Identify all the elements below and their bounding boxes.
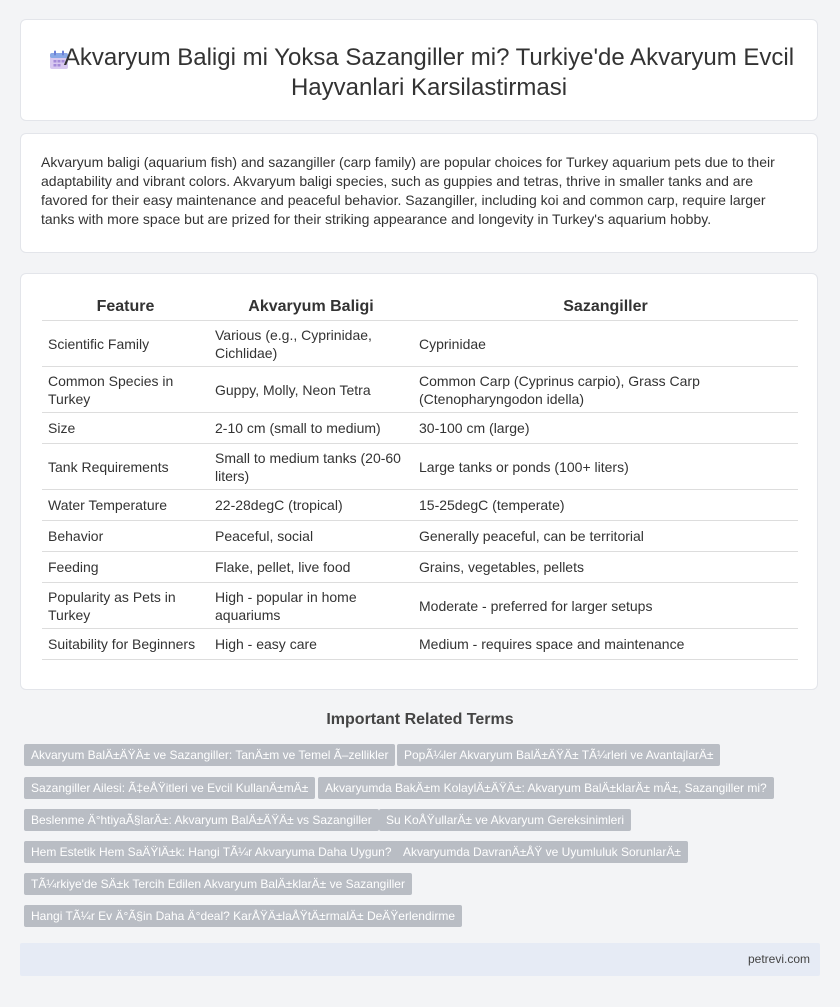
table-cell: Common Carp (Cyprinus carpio), Grass Carp (Ctenopharyngodon idella) — [413, 367, 798, 413]
table-cell: Scientific Family — [42, 321, 209, 367]
related-term-tag[interactable]: PopÃ¼ler Akvaryum BalÄ±ÄŸÄ± TÃ¼rleri ve AvantajlarÄ± — [397, 744, 720, 766]
table-cell: Large tanks or ponds (100+ liters) — [413, 444, 798, 490]
table-header-row — [42, 294, 798, 321]
table-cell: Tank Requirements — [42, 444, 209, 490]
related-term-tag[interactable]: Hangi TÃ¼r Ev Ä°Ã§in Daha Ä°deal? KarÅŸÄ±laÅŸtÄ±rmalÄ± DeÄŸerlendirme — [24, 905, 462, 927]
table-cell: Moderate - preferred for larger setups — [413, 583, 798, 629]
table-cell: Suitability for Beginners — [42, 629, 209, 660]
table-row — [42, 583, 798, 629]
table-cell: Grains, vegetables, pellets — [413, 552, 798, 583]
footer — [20, 943, 820, 976]
table-cell: Feeding — [42, 552, 209, 583]
related-term-tag[interactable]: Sazangiller Ailesi: Ã‡eÅŸitleri ve Evcil KullanÄ±mÄ± — [24, 777, 315, 799]
table-row — [42, 490, 798, 521]
table-cell: 2-10 cm (small to medium) — [209, 413, 413, 444]
related-term-tag[interactable]: Akvaryumda DavranÄ±ÅŸ ve Uyumluluk SorunlarÄ± — [396, 841, 688, 863]
table-cell: Peaceful, social — [209, 521, 413, 552]
related-term-tag[interactable]: Akvaryumda BakÄ±m KolaylÄ±ÄŸÄ±: Akvaryum BalÄ±klarÄ± mÄ±, Sazangiller mi? — [318, 777, 774, 799]
table-row — [42, 521, 798, 552]
table-row — [42, 444, 798, 490]
comparison-card — [20, 273, 818, 690]
table-cell: Flake, pellet, live food — [209, 552, 413, 583]
table-row — [42, 629, 798, 660]
title-card — [20, 19, 818, 121]
table-cell: Water Temperature — [42, 490, 209, 521]
table-cell: Generally peaceful, can be territorial — [413, 521, 798, 552]
table-cell: 30-100 cm (large) — [413, 413, 798, 444]
header-feature: Feature — [42, 294, 209, 321]
table-cell: Cyprinidae — [413, 321, 798, 367]
header-akvaryum-baligi: Akvaryum Baligi — [209, 294, 413, 321]
table-row — [42, 321, 798, 367]
footer-site-link[interactable]: petrevi.com — [747, 952, 810, 966]
intro-paragraph: Akvaryum baligi (aquarium fish) and sazangiller (carp family) are popular choices for Turkey aquarium pets due to their adaptability and vibrant colors. Akvaryum baligi species, such as guppies and tetras, thrive in smaller tanks and are favored for their easy maintenance and peaceful behavior. Sazangiller, including koi and common carp, require larger tanks with more space but are prized for their striking appearance and longevity in Turkey's aquarium hobby. — [41, 154, 775, 227]
table-cell: Behavior — [42, 521, 209, 552]
table-cell: Small to medium tanks (20-60 liters) — [209, 444, 413, 490]
related-term-tag[interactable]: Beslenme Ä°htiyaÃ§larÄ±: Akvaryum BalÄ±ÄŸÄ± vs Sazangiller — [24, 809, 379, 831]
page-title: Akvaryum Baligi mi Yoksa Sazangiller mi? Turkiye'de Akvaryum Evcil Hayvanlari Karsilastirmasi — [63, 44, 795, 101]
table-cell: Common Species in Turkey — [42, 367, 209, 413]
table-row — [42, 367, 798, 413]
related-term-tag[interactable]: Hem Estetik Hem SaÄŸlÄ±k: Hangi TÃ¼r Akvaryuma Daha Uygun? — [24, 841, 399, 863]
table-cell: High - popular in home aquariums — [209, 583, 413, 629]
header-sazangiller: Sazangiller — [413, 294, 798, 321]
table-row — [42, 413, 798, 444]
table-cell: Size — [42, 413, 209, 444]
table-cell: Various (e.g., Cyprinidae, Cichlidae) — [209, 321, 413, 367]
table-row — [42, 552, 798, 583]
comparison-table — [42, 294, 798, 660]
table-cell: 22-28degC (tropical) — [209, 490, 413, 521]
related-term-tag[interactable]: Akvaryum BalÄ±ÄŸÄ± ve Sazangiller: TanÄ±m ve Temel Ã–zellikler — [24, 744, 395, 766]
table-cell: 15-25degC (temperate) — [413, 490, 798, 521]
related-term-tag[interactable]: Su KoÅŸullarÄ± ve Akvaryum Gereksinimleri — [379, 809, 631, 831]
table-cell: High - easy care — [209, 629, 413, 660]
table-cell: Popularity as Pets in Turkey — [42, 583, 209, 629]
table-cell: Guppy, Molly, Neon Tetra — [209, 367, 413, 413]
related-term-tag[interactable]: TÃ¼rkiye'de SÄ±k Tercih Edilen Akvaryum BalÄ±klarÄ± ve Sazangiller — [24, 873, 412, 895]
related-terms-title: Important Related Terms — [326, 711, 514, 728]
intro-card — [20, 133, 818, 253]
table-cell: Medium - requires space and maintenance — [413, 629, 798, 660]
